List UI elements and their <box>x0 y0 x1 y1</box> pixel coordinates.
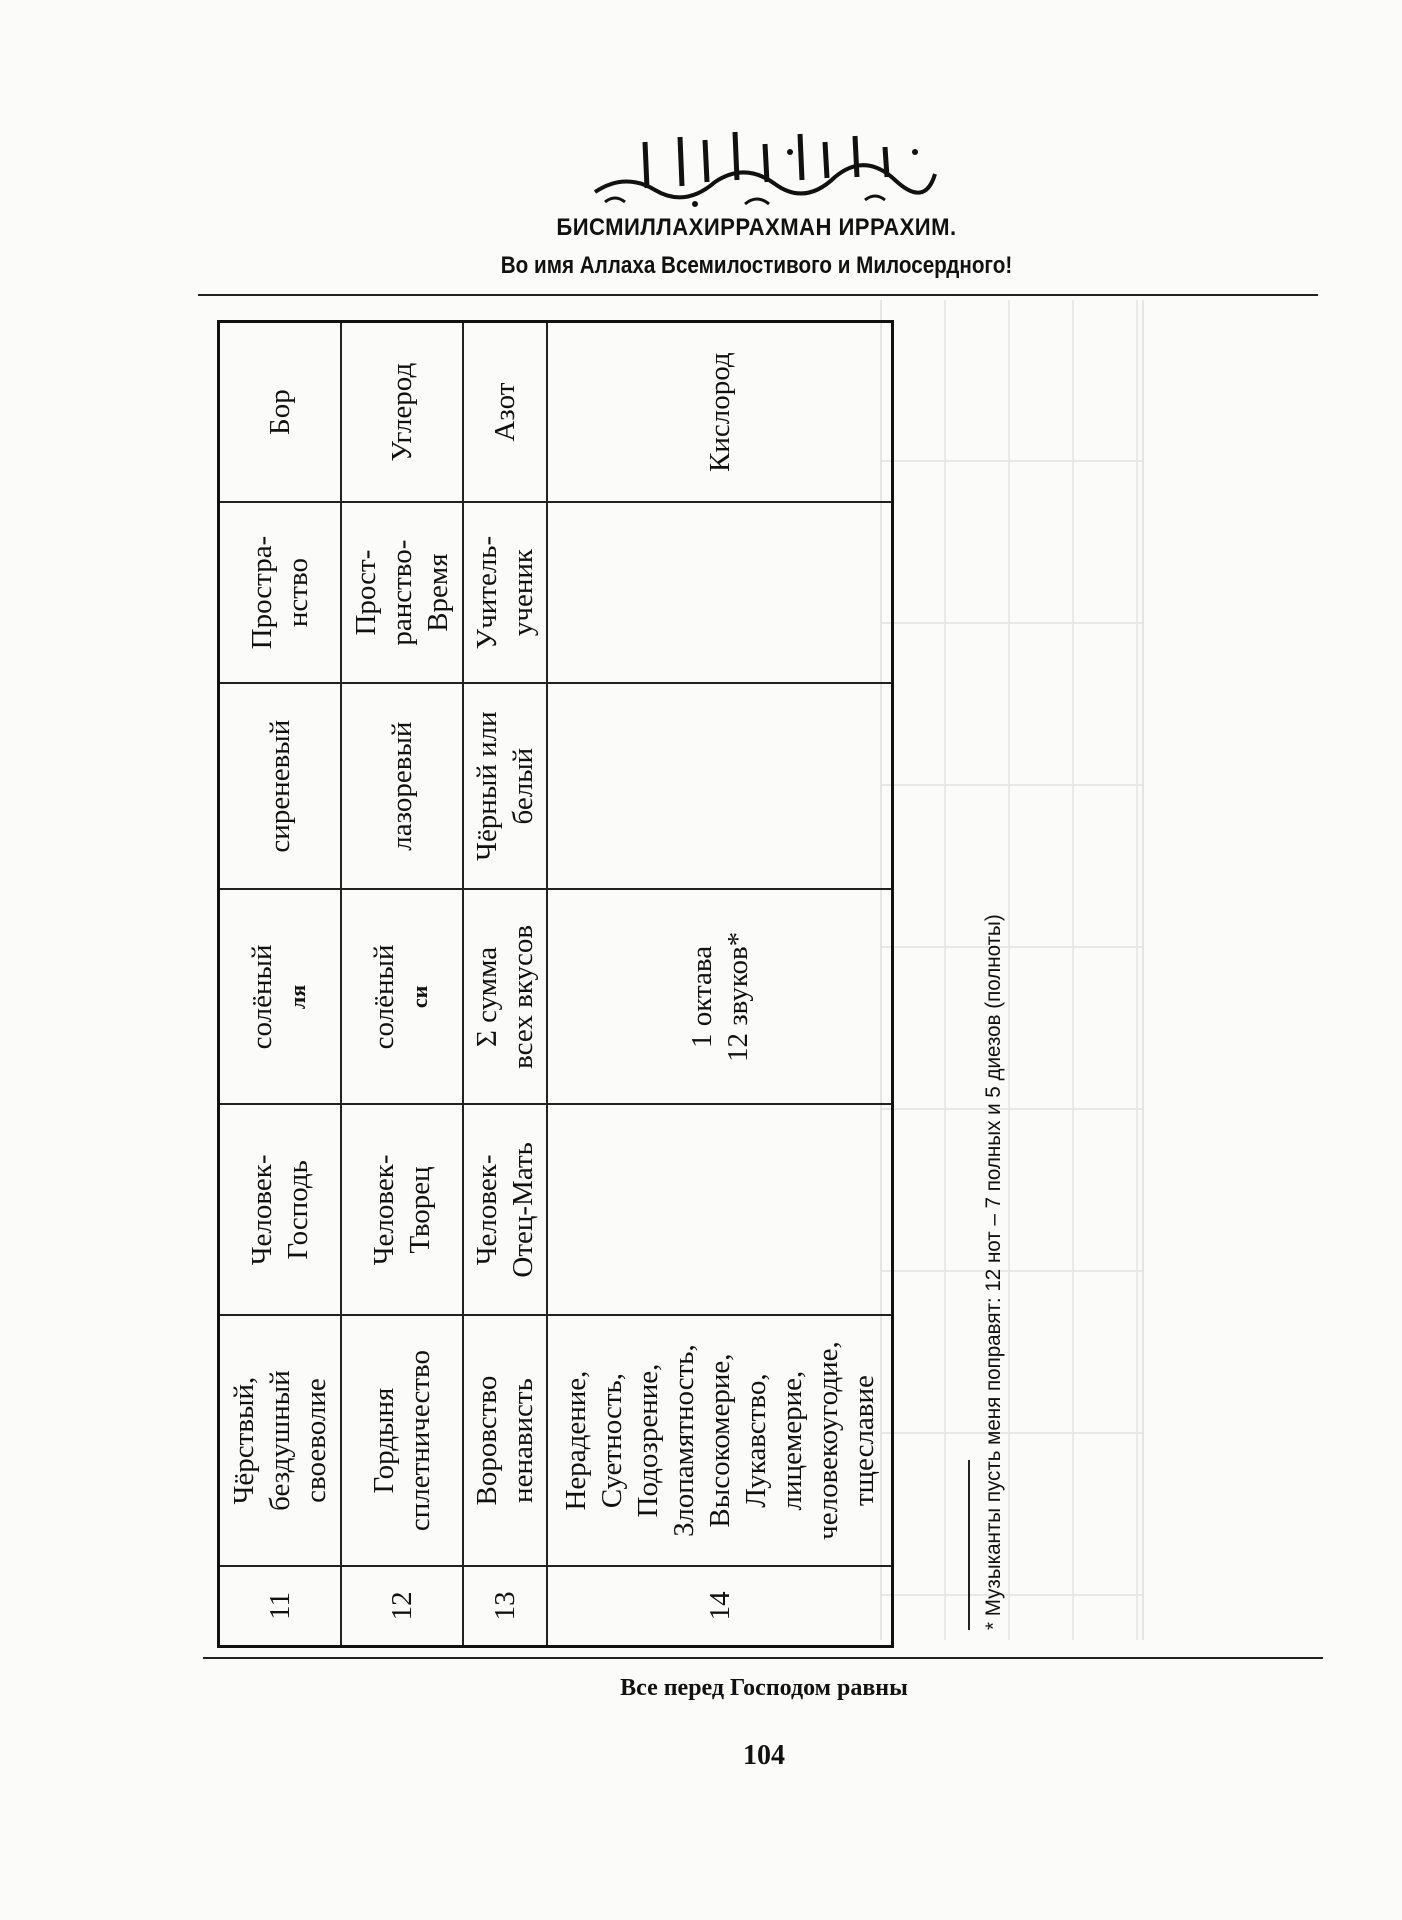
cell-line: Творец <box>403 1166 436 1254</box>
cell-line: Чёрствый, <box>227 1376 260 1505</box>
cell-text: 11 <box>263 1591 296 1620</box>
cell-space <box>547 502 892 683</box>
cell-element <box>547 322 892 503</box>
cell-line: Господь <box>281 1160 314 1260</box>
cell-line: лазоревый <box>385 721 418 851</box>
cell-taste <box>219 889 341 1104</box>
cell-num <box>463 1566 548 1647</box>
cell-line: Злопамятность, <box>667 1344 700 1537</box>
cell-line: Учитель- <box>470 535 503 650</box>
header-title: БИСМИЛЛАХИРРАХМАН ИРРАХИМ. <box>556 214 957 241</box>
cell-text: Кислород <box>703 352 736 472</box>
cell-line: Подозрение, <box>631 1363 664 1518</box>
cell-space <box>341 502 463 683</box>
cell-line: Простра- <box>245 535 278 650</box>
cell-line: ранство- <box>385 539 418 646</box>
table-row <box>341 322 463 1647</box>
cell-text: Бор <box>263 389 296 435</box>
rotated-table-wrapper <box>217 320 894 1648</box>
cell-num <box>341 1566 463 1647</box>
table-row <box>219 322 341 1647</box>
correspondence-table <box>217 320 894 1648</box>
cell-line: Человек- <box>367 1154 400 1266</box>
cell-vice <box>463 1315 548 1566</box>
cell-text: Азот <box>488 382 521 442</box>
cell-line: нство <box>281 558 314 628</box>
table-row <box>547 322 892 1647</box>
cell-line: Отец-Мать <box>506 1142 539 1278</box>
cell-line: ученик <box>506 549 539 637</box>
cell-line: Лукавство, <box>739 1373 772 1508</box>
cell-line: Высокомерие, <box>703 1353 736 1528</box>
cell-line: сиреневый <box>263 719 296 853</box>
cell-man <box>341 1104 463 1315</box>
cell-line: солёный <box>245 944 278 1050</box>
cell-num <box>219 1566 341 1647</box>
footer-rule <box>203 1657 1323 1659</box>
cell-man <box>463 1104 548 1315</box>
cell-num <box>547 1566 892 1647</box>
cell-vice <box>219 1315 341 1566</box>
cell-line: лицемерие, <box>775 1370 808 1511</box>
cell-element <box>341 322 463 503</box>
cell-line: тщеславие <box>847 1375 880 1507</box>
cell-text: 13 <box>488 1591 521 1621</box>
cell-line: 1 октава <box>685 945 718 1048</box>
cell-taste <box>463 889 548 1104</box>
cell-color <box>341 683 463 889</box>
cell-line: Человек- <box>245 1154 278 1266</box>
cell-vice <box>547 1315 892 1566</box>
cell-text: Углерод <box>385 362 418 462</box>
cell-line: 12 звуков* <box>721 931 754 1063</box>
cell-line: Чёрный или <box>470 711 503 861</box>
cell-line: Σ сумма <box>470 946 503 1047</box>
cell-line: Нерадение, <box>559 1370 592 1511</box>
cell-line: Гордыня <box>367 1387 400 1494</box>
cell-line: белый <box>506 747 539 825</box>
cell-text: 12 <box>385 1591 418 1621</box>
table-row <box>463 322 548 1647</box>
cell-text: 14 <box>703 1591 736 1621</box>
running-footer: Все перед Господом равны <box>620 1675 908 1701</box>
cell-space <box>219 502 341 683</box>
basmala-calligraphy-icon <box>585 122 945 212</box>
cell-line: солёный <box>367 944 400 1050</box>
cell-space <box>463 502 548 683</box>
cell-line: ненависть <box>506 1378 539 1503</box>
cell-man <box>219 1104 341 1315</box>
cell-taste <box>341 889 463 1104</box>
page-number: 104 <box>743 1740 785 1771</box>
cell-line: Человек- <box>470 1154 503 1266</box>
cell-color <box>463 683 548 889</box>
cell-element <box>219 322 341 503</box>
footnote-rule <box>968 1460 970 1630</box>
musical-note: си <box>406 985 432 1009</box>
cell-line: Суетность, <box>595 1373 628 1509</box>
cell-line: бездушный <box>263 1370 296 1511</box>
cell-man <box>547 1104 892 1315</box>
header-rule <box>198 294 1318 296</box>
cell-color <box>547 683 892 889</box>
cell-line: Время <box>421 553 454 632</box>
header-subtitle: Во имя Аллаха Всемилостивого и Милосердного! <box>500 252 1013 279</box>
cell-vice <box>341 1315 463 1566</box>
cell-line: человекоугодие, <box>811 1341 844 1540</box>
cell-line: всех вкусов <box>506 924 539 1069</box>
cell-line: Воровство <box>470 1375 503 1506</box>
cell-taste <box>547 889 892 1104</box>
cell-color <box>219 683 341 889</box>
footnote: * Музыканты пусть меня поправят: 12 нот – 7 полных и 5 диезов (полноты) <box>982 914 1005 1630</box>
musical-note: ля <box>284 984 310 1010</box>
cell-line: своеволие <box>299 1378 332 1503</box>
cell-line: сплетничество <box>403 1349 436 1532</box>
cell-element <box>463 322 548 503</box>
cell-line: Прост- <box>349 549 382 636</box>
